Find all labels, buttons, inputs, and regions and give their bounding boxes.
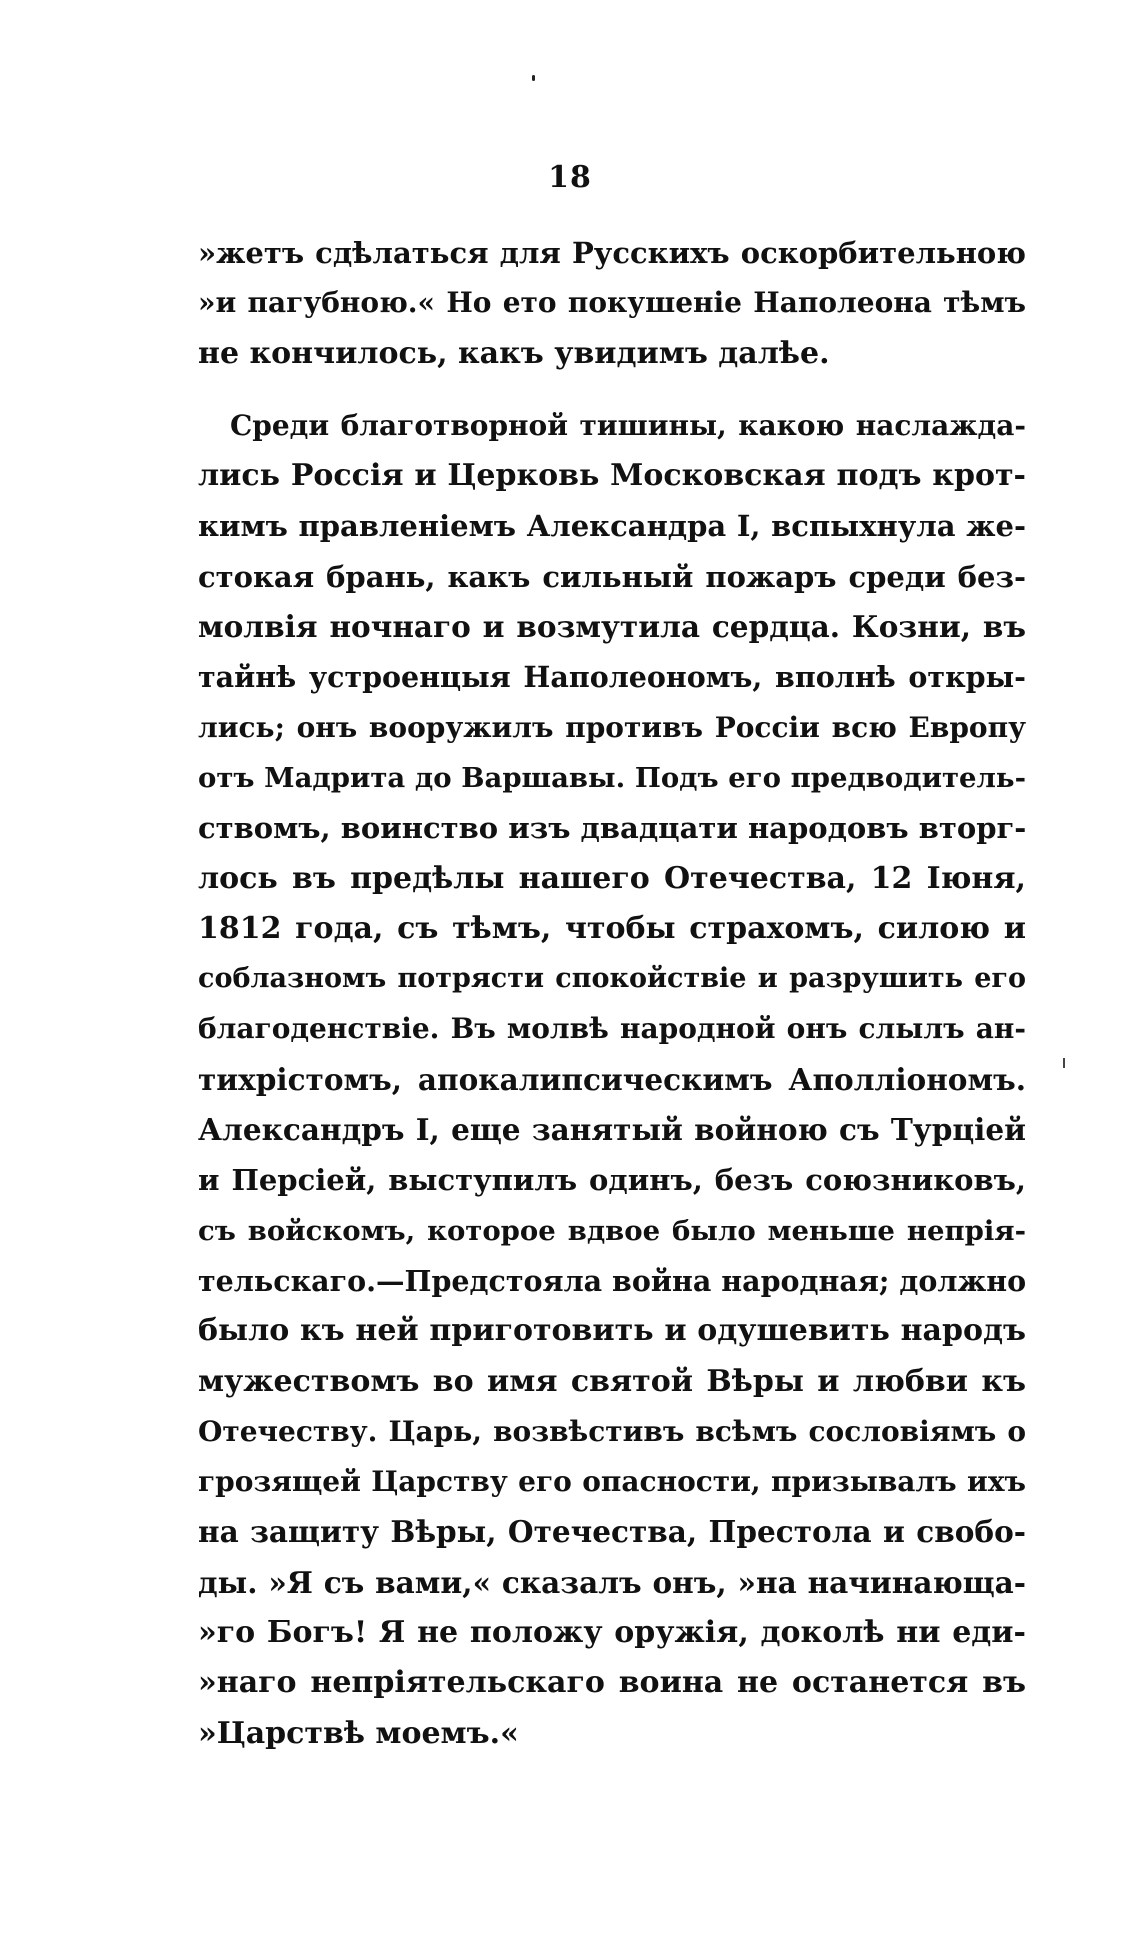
text-line: »и пагубною.« Но ето покушеніе Наполеона тѣмъ — [198, 286, 1026, 320]
ink-speck — [1063, 1058, 1065, 1068]
text-line: лось въ предѣлы нашего Отечества, 12 Іюня, — [198, 860, 1026, 896]
text-line: стокая брань, какъ сильный пожаръ среди без- — [198, 559, 1026, 594]
text-line: лись Россія и Церковь Московская подъ крот- — [198, 458, 1026, 494]
text-line: мужествомъ во имя святой Вѣры и любви къ — [198, 1363, 1026, 1399]
text-line: не кончилось, какъ увидимъ далѣе. — [198, 335, 830, 371]
text-line: Отечеству. Царь, возвѣстивъ всѣмъ сословіямъ о — [198, 1414, 1026, 1448]
page-number: 18 — [548, 160, 592, 195]
text-line: соблазномъ потрясти спокойствіе и разрушить его — [198, 963, 1026, 995]
text-line: на защиту Вѣры, Отечества, Престола и свобо- — [198, 1514, 1026, 1550]
text-line: »наго непріятельскаго воина не останется въ — [198, 1665, 1026, 1701]
text-line: и Персіей, выступилъ одинъ, безъ союзниковъ, — [198, 1163, 1026, 1198]
text-line: благоденствіе. Въ молвѣ народной онъ слылъ ан- — [198, 1012, 1026, 1046]
text-line: тайнѣ устроенцыя Наполеономъ, вполнѣ откры- — [198, 660, 1026, 695]
text-line: грозящей Царству его опасности, призывалъ ихъ — [198, 1465, 1026, 1499]
text-line: съ войскомъ, которое вдвое было меньше непрія- — [198, 1214, 1026, 1247]
text-line: ды. »Я съ вами,« сказалъ онъ, »на начинающа- — [198, 1564, 1026, 1600]
text-line: 1812 года, съ тѣмъ, чтобы страхомъ, силою и — [198, 910, 1026, 946]
text-line: отъ Мадрита до Варшавы. Подъ его предводитель- — [198, 761, 1026, 794]
text-line: было къ ней приготовить и одушевить народъ — [198, 1313, 1026, 1349]
text-line: тихрістомъ, апокалипсическимъ Аполліономъ. — [198, 1061, 1026, 1097]
ink-speck — [532, 75, 535, 81]
text-line: кимъ правленіемъ Александра I, вспыхнула же- — [198, 509, 1026, 544]
text-line: тельскаго.—Предстояла война народная; должно — [198, 1263, 1027, 1298]
text-line: Среди благотворной тишины, какою наслажда- — [230, 408, 1026, 442]
text-line: »Царствѣ моемъ.« — [198, 1715, 519, 1751]
text-line: молвія ночнаго и возмутила сердца. Козни, въ — [198, 609, 1026, 645]
body-text — [198, 228, 1026, 1759]
text-line: »го Богъ! Я не положу оружія, доколѣ ни еди- — [198, 1615, 1026, 1651]
text-line: лись; онъ вооружилъ противъ Россіи всю Европу — [198, 710, 1026, 744]
text-line: ствомъ, воинство изъ двадцати народовъ вторг- — [198, 811, 1027, 846]
paragraph-gap — [198, 379, 1026, 401]
paragraph-2 — [198, 401, 1026, 1759]
paragraph-1 — [198, 228, 1026, 379]
text-line: »жетъ сдѣлаться для Русскихъ оскорбительною — [198, 236, 1026, 270]
text-line: Александръ I, еще занятый войною съ Турціей — [198, 1112, 1026, 1148]
